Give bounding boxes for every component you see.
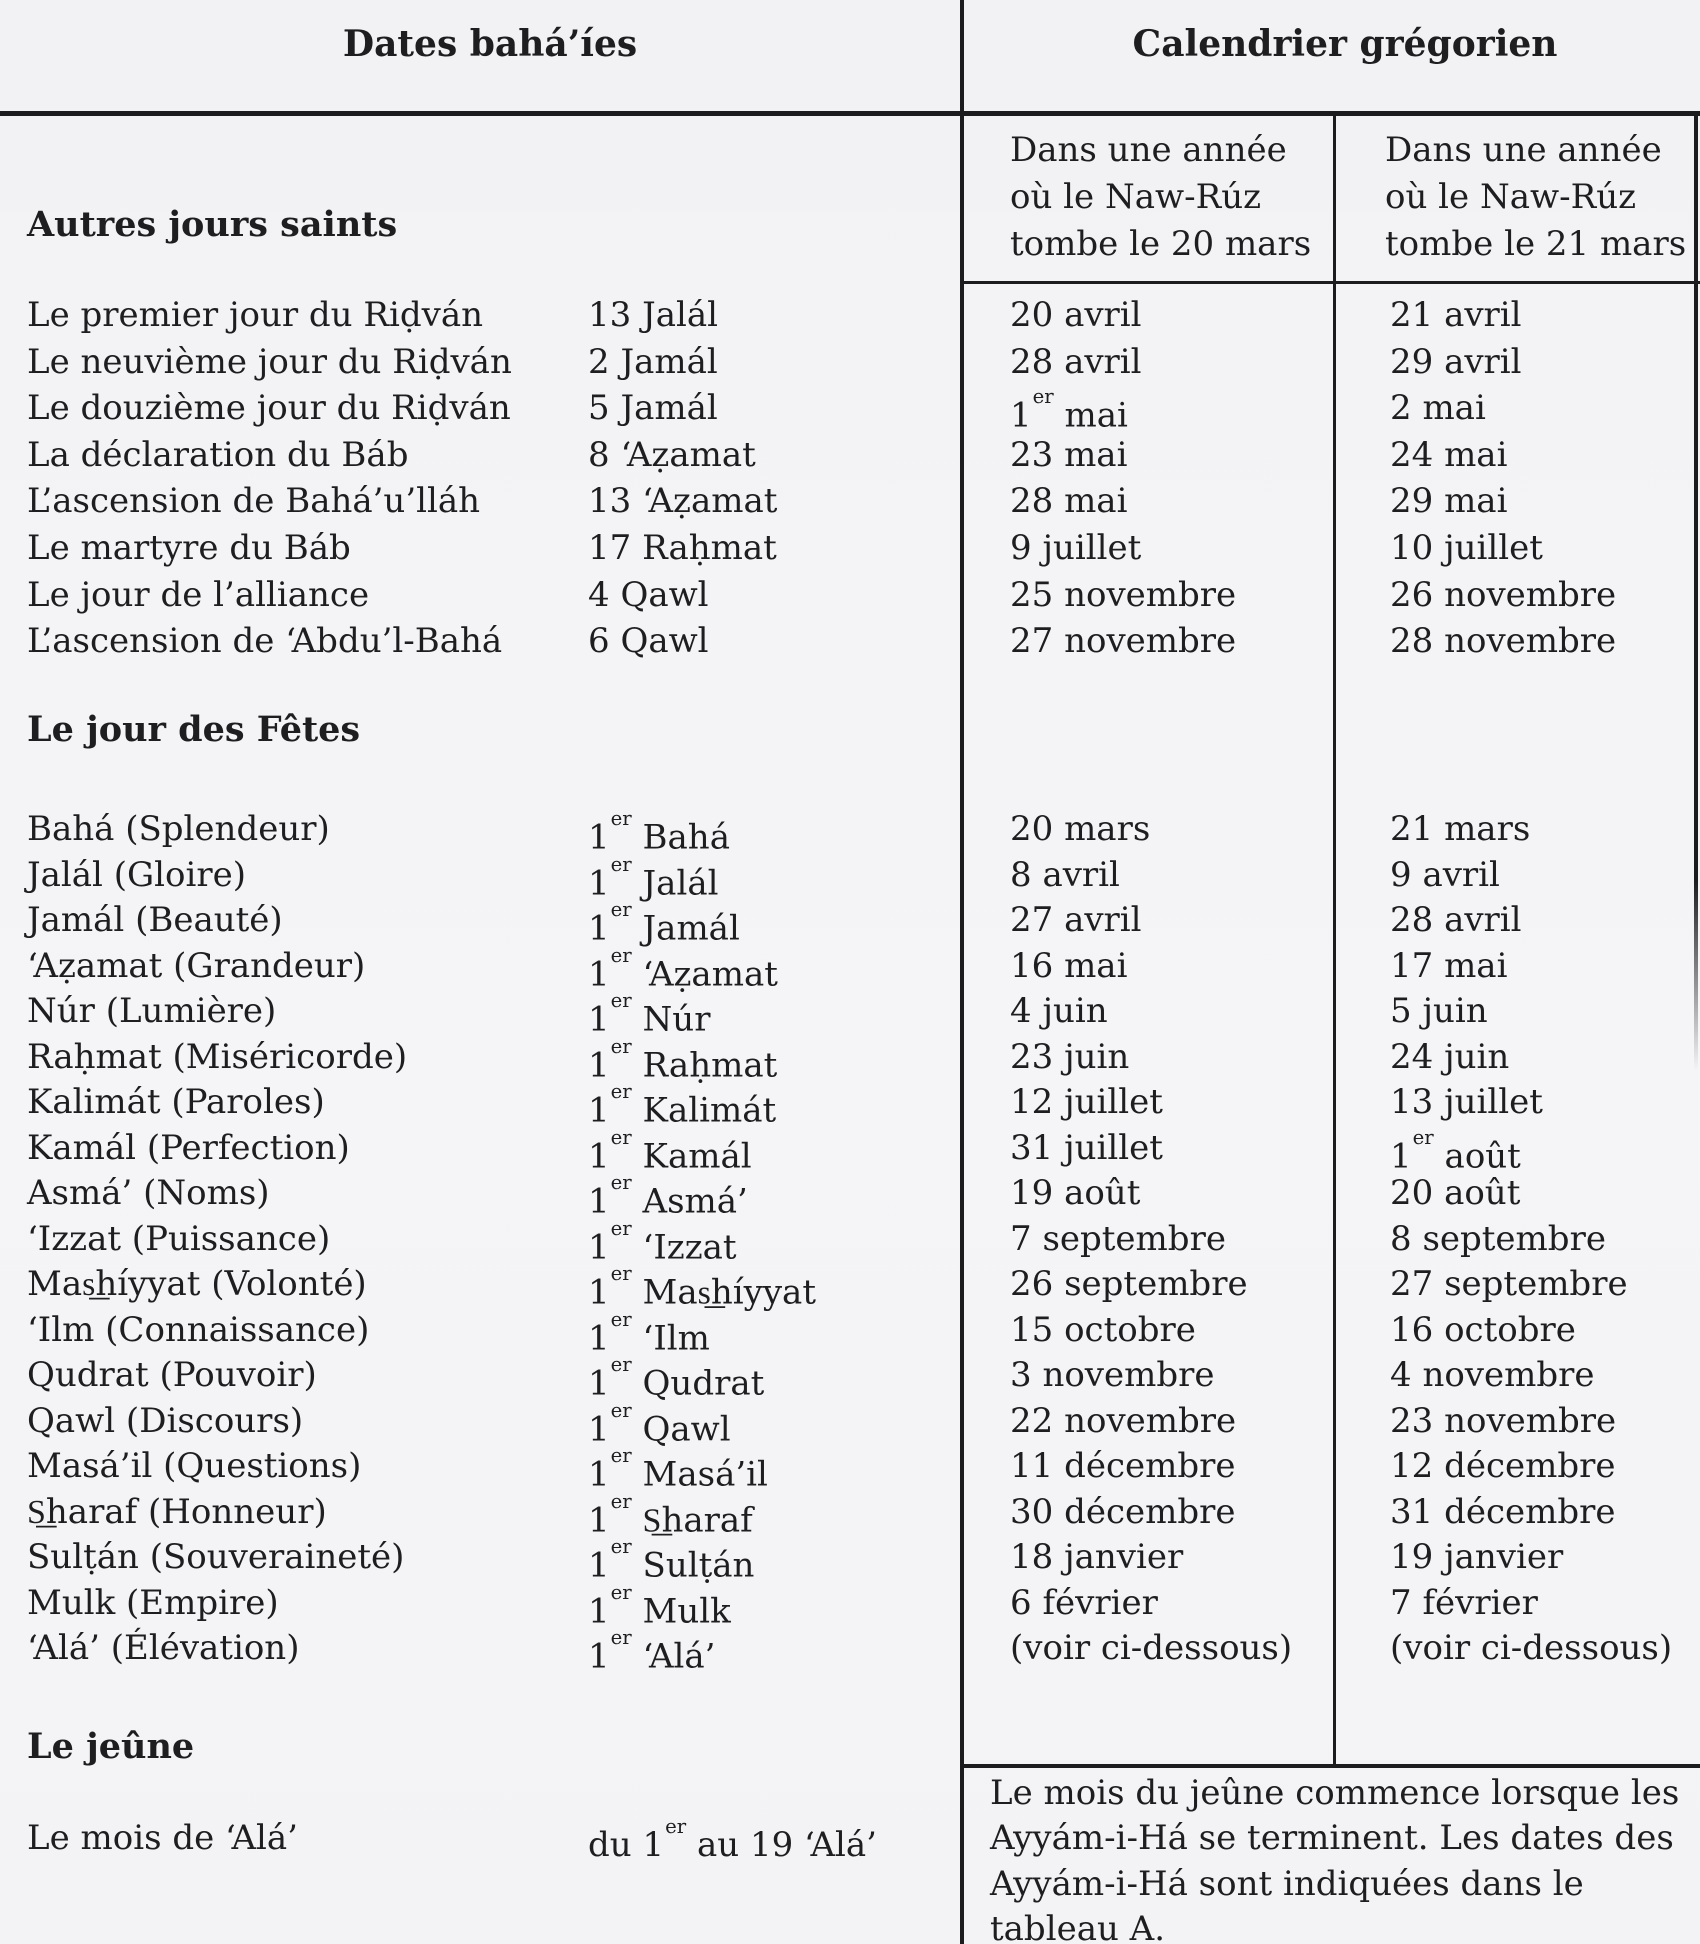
fetes-gregorian-20mars-column-cell: 18 janvier [1010,1537,1184,1577]
autres-jours-saints-label: Autres jours saints [27,204,398,245]
jeune-row-label [27,1816,298,1860]
header-rule [0,111,1700,116]
jeune-row-bahai-date [588,1816,877,1867]
fetes-label-column-cell: Mulk (Empire) [27,1582,279,1623]
fetes-gregorian-21mars-column-cell: 8 septembre [1390,1218,1606,1259]
saints-gregorian-21mars-column-cell: 10 juillet [1390,527,1543,568]
fetes-bahai-date-column-cell: 1er ‘Izzat [588,1216,737,1267]
fetes-gregorian-20mars-column-cell: 19 août [1010,1173,1141,1213]
fetes-label-column-cell: Núr (Lumière) [27,991,277,1031]
fetes-bahai-date-column-cell: 1er Qawl [588,1398,731,1449]
fetes-label-column-cell: Jalál (Gloire) [27,854,247,895]
fetes-gregorian-21mars-column-cell: 28 avril [1390,900,1522,940]
fetes-gregorian-21mars-column-cell: 5 juin [1390,991,1488,1031]
saints-label-column [27,292,512,665]
saints-gregorian-21mars-column-cell: 29 avril [1390,341,1522,382]
ayyam-i-ha-note-cell: tableau A. [990,1909,1166,1944]
main-column-divider [960,0,964,1944]
saints-gregorian-20mars-column-cell: 28 avril [1010,341,1142,382]
fetes-bahai-date-column-cell: 1er Kalimát [588,1080,777,1131]
fetes-gregorian-21mars-column-cell: 19 janvier [1390,1537,1564,1577]
right-edge-rule [1694,111,1698,1071]
fetes-bahai-date-column-cell: 1er Raḥmat [588,1034,778,1085]
saints-gregorian-21mars-column-cell: 24 mai [1390,434,1508,475]
header-calendrier-gregorien-label: Calendrier grégorien [1132,23,1558,65]
fetes-gregorian-21mars-column-cell: 31 décembre [1390,1491,1616,1532]
jour-des-fetes-label: Le jour des Fêtes [27,709,361,750]
subheader-20mars-line2: où le Naw-Rúz [1010,177,1261,217]
fetes-gregorian-20mars-column-cell: 12 juillet [1010,1082,1163,1122]
fetes-bahai-date-column-cell: 1er ‘Ilm [588,1307,710,1358]
fetes-bahai-date-column-cell: 1er Mulk [588,1580,731,1631]
subheader-21mars-line1: Dans une année [1385,130,1662,170]
saints-label-column-cell: Le premier jour du Riḍván [27,295,483,335]
saints-label-column-cell: Le douzième jour du Riḍván [27,388,511,429]
fetes-gregorian-21mars-column-cell: 21 mars [1390,809,1531,849]
saints-label-column-cell: Le neuvième jour du Riḍván [27,341,512,382]
fetes-label-column-cell: ‘Alá’ (Élévation) [27,1628,300,1668]
le-jeune-label: Le jeûne [27,1726,195,1767]
saints-bahai-date-column-cell: 13 Jalál [588,295,718,335]
fetes-gregorian-20mars-column-cell: 11 décembre [1010,1446,1236,1486]
saints-gregorian-21mars-column-cell: 26 novembre [1390,574,1617,615]
fetes-label-column [27,807,407,1672]
fetes-gregorian-21mars-column-cell: 4 novembre [1390,1355,1595,1395]
fetes-gregorian-21mars-column-cell: 17 mai [1390,945,1508,986]
fetes-label-column-cell: Sulṭán (Souveraineté) [27,1537,405,1577]
fetes-label-column-cell: Kamál (Perfection) [27,1127,350,1168]
fetes-label-column-cell: Raḥmat (Miséricorde) [27,1036,408,1077]
fetes-label-column-cell: Jamál (Beauté) [27,900,283,940]
fetes-gregorian-20mars-column-cell: 23 juin [1010,1036,1130,1077]
saints-bahai-date-column-cell: 4 Qawl [588,574,709,615]
fetes-bahai-date-column-cell: 1er Sulṭán [588,1535,755,1586]
fetes-bahai-date-column [588,807,816,1677]
subheader-21mars-line3: tombe le 21 mars [1385,224,1687,264]
fetes-label-column-cell: Qawl (Discours) [27,1400,304,1441]
saints-bahai-date-column-cell: 8 ‘Aẓamat [588,434,756,475]
saints-gregorian-20mars-column-cell: 20 avril [1010,295,1142,335]
saints-bahai-date-column-cell: 6 Qawl [588,621,709,662]
saints-gregorian-20mars-column-cell: 28 mai [1010,481,1128,522]
ayyam-i-ha-note [990,1771,1679,1944]
saints-bahai-date-column-cell: 5 Jamál [588,388,718,429]
saints-gregorian-20mars-column-cell: 9 juillet [1010,527,1142,568]
fetes-gregorian-20mars-column-cell: 20 mars [1010,809,1151,849]
mois-de-ala-label: Le mois de ‘Alá’ [27,1818,298,1858]
fetes-gregorian-21mars-column-cell: 7 février [1390,1582,1538,1623]
fetes-label-column-cell: Kalimát (Paroles) [27,1082,325,1122]
saints-bahai-date-column-cell: 2 Jamál [588,341,718,382]
fetes-gregorian-20mars-column-cell: 31 juillet [1010,1127,1163,1168]
saints-label-column-cell: Le jour de l’alliance [27,574,370,615]
fetes-gregorian-21mars-column-cell: 9 avril [1390,854,1500,895]
fetes-gregorian-21mars-column-cell: (voir ci-dessous) [1390,1628,1673,1668]
saints-bahai-date-column [588,292,777,665]
fetes-bahai-date-column-cell: 1er Jalál [588,852,719,903]
fetes-gregorian-20mars-column-cell: 30 décembre [1010,1491,1236,1532]
fetes-gregorian-21mars-column-cell: 23 novembre [1390,1400,1617,1441]
fetes-bahai-date-column-cell: 1er S͟haraf [588,1489,753,1540]
saints-bahai-date-column-cell: 17 Raḥmat [588,527,777,568]
section-heading-autres-jours-saints [27,203,397,247]
fetes-bahai-date-column-cell: 1er Masá’il [588,1444,768,1495]
fetes-bahai-date-column-cell: 1er Mas͟híyyat [588,1262,816,1313]
saints-gregorian-21mars-column [1390,292,1616,665]
fetes-gregorian-20mars-column-cell: 26 septembre [1010,1264,1248,1304]
fetes-gregorian-20mars-column [1010,807,1292,1672]
fetes-bahai-date-column-cell: 1er Kamál [588,1125,752,1176]
ayyam-i-ha-note-cell: Le mois du jeûne commence lorsque les [990,1773,1680,1813]
fetes-gregorian-20mars-column-cell: 6 février [1010,1582,1158,1623]
note-top-rule [960,1764,1700,1768]
fetes-gregorian-20mars-column-cell: 8 avril [1010,854,1120,895]
fetes-gregorian-20mars-column-cell: 16 mai [1010,945,1128,986]
saints-gregorian-20mars-column [1010,292,1236,665]
fetes-label-column-cell: Asmá’ (Noms) [27,1173,270,1213]
fetes-bahai-date-column-cell: 1er Qudrat [588,1353,765,1404]
fetes-gregorian-21mars-column [1390,807,1672,1672]
fetes-gregorian-20mars-column-cell: (voir ci-dessous) [1010,1628,1293,1668]
section-heading-jour-des-fetes [27,708,360,752]
fetes-gregorian-21mars-column-cell: 27 septembre [1390,1264,1628,1304]
fetes-gregorian-21mars-column-cell: 13 juillet [1390,1082,1543,1122]
header-dates-bahaies-label: Dates bahá’íes [342,23,638,65]
saints-bahai-date-column-cell: 13 ‘Aẓamat [588,481,778,522]
fetes-bahai-date-column-cell: 1er Bahá [588,807,730,858]
fetes-gregorian-20mars-column-cell: 27 avril [1010,900,1142,940]
fetes-bahai-date-column-cell: 1er ‘Aẓamat [588,943,778,994]
fetes-label-column-cell: Masá’il (Questions) [27,1446,362,1486]
section-heading-le-jeune [27,1725,194,1769]
fetes-gregorian-21mars-column-cell: 1er août [1390,1125,1521,1176]
fetes-label-column-cell: Qudrat (Pouvoir) [27,1355,317,1395]
fetes-gregorian-21mars-column-cell: 20 août [1390,1173,1521,1213]
subheader-20mars-line1: Dans une année [1010,130,1287,170]
fetes-label-column-cell: ‘Izzat (Puissance) [27,1218,331,1259]
fetes-label-column-cell: Mas͟híyyat (Volonté) [27,1264,367,1304]
ayyam-i-ha-note-cell: Ayyám-i-Há sont indiquées dans le [990,1863,1584,1904]
fetes-bahai-date-column-cell: 1er Núr [588,989,711,1040]
fetes-bahai-date-column-cell: 1er ‘Alá’ [588,1626,716,1677]
saints-gregorian-20mars-column-cell: 23 mai [1010,434,1128,475]
subheader-nawruz-21mars [1385,127,1686,268]
fetes-gregorian-21mars-column-cell: 16 octobre [1390,1309,1576,1350]
subheader-21mars-line2: où le Naw-Rúz [1385,177,1636,217]
mois-de-ala-value: du 1er au 19 ‘Alá’ [588,1815,877,1866]
saints-gregorian-21mars-column-cell: 28 novembre [1390,621,1617,662]
fetes-label-column-cell: Bahá (Splendeur) [27,809,330,849]
saints-gregorian-20mars-column-cell: 25 novembre [1010,574,1237,615]
fetes-gregorian-21mars-column-cell: 24 juin [1390,1036,1510,1077]
fetes-gregorian-20mars-column-cell: 3 novembre [1010,1355,1215,1395]
ayyam-i-ha-note-cell: Ayyám-i-Há se terminent. Les dates des [990,1818,1674,1859]
saints-gregorian-21mars-column-cell: 2 mai [1390,388,1486,429]
saints-label-column-cell: Le martyre du Báb [27,527,351,568]
fetes-label-column-cell: ‘Ilm (Connaissance) [27,1309,370,1350]
fetes-gregorian-20mars-column-cell: 7 septembre [1010,1218,1226,1259]
subheader-20mars-line3: tombe le 20 mars [1010,224,1312,264]
subheader-rule [960,281,1700,284]
fetes-bahai-date-column-cell: 1er Asmá’ [588,1171,748,1222]
saints-label-column-cell: L’ascension de Bahá’u’lláh [27,481,481,522]
saints-gregorian-21mars-column-cell: 21 avril [1390,295,1522,335]
fetes-label-column-cell: S͟haraf (Honneur) [27,1491,327,1532]
fetes-bahai-date-column-cell: 1er Jamál [588,898,740,949]
subheader-nawruz-20mars [1010,127,1311,268]
header-calendrier-gregorien [990,20,1700,68]
header-dates-bahaies [20,20,960,68]
saints-label-column-cell: La déclaration du Báb [27,434,409,475]
saints-label-column-cell: L’ascension de ‘Abdu’l-Bahá [27,621,503,662]
saints-gregorian-20mars-column-cell: 27 novembre [1010,621,1237,662]
fetes-gregorian-20mars-column-cell: 4 juin [1010,991,1108,1031]
saints-gregorian-21mars-column-cell: 29 mai [1390,481,1508,522]
fetes-gregorian-20mars-column-cell: 15 octobre [1010,1309,1196,1350]
gregorian-column-divider [1333,111,1336,1766]
fetes-gregorian-21mars-column-cell: 12 décembre [1390,1446,1616,1486]
fetes-label-column-cell: ‘Aẓamat (Grandeur) [27,945,366,986]
saints-gregorian-20mars-column-cell: 1er mai [1010,385,1128,436]
fetes-gregorian-20mars-column-cell: 22 novembre [1010,1400,1237,1441]
